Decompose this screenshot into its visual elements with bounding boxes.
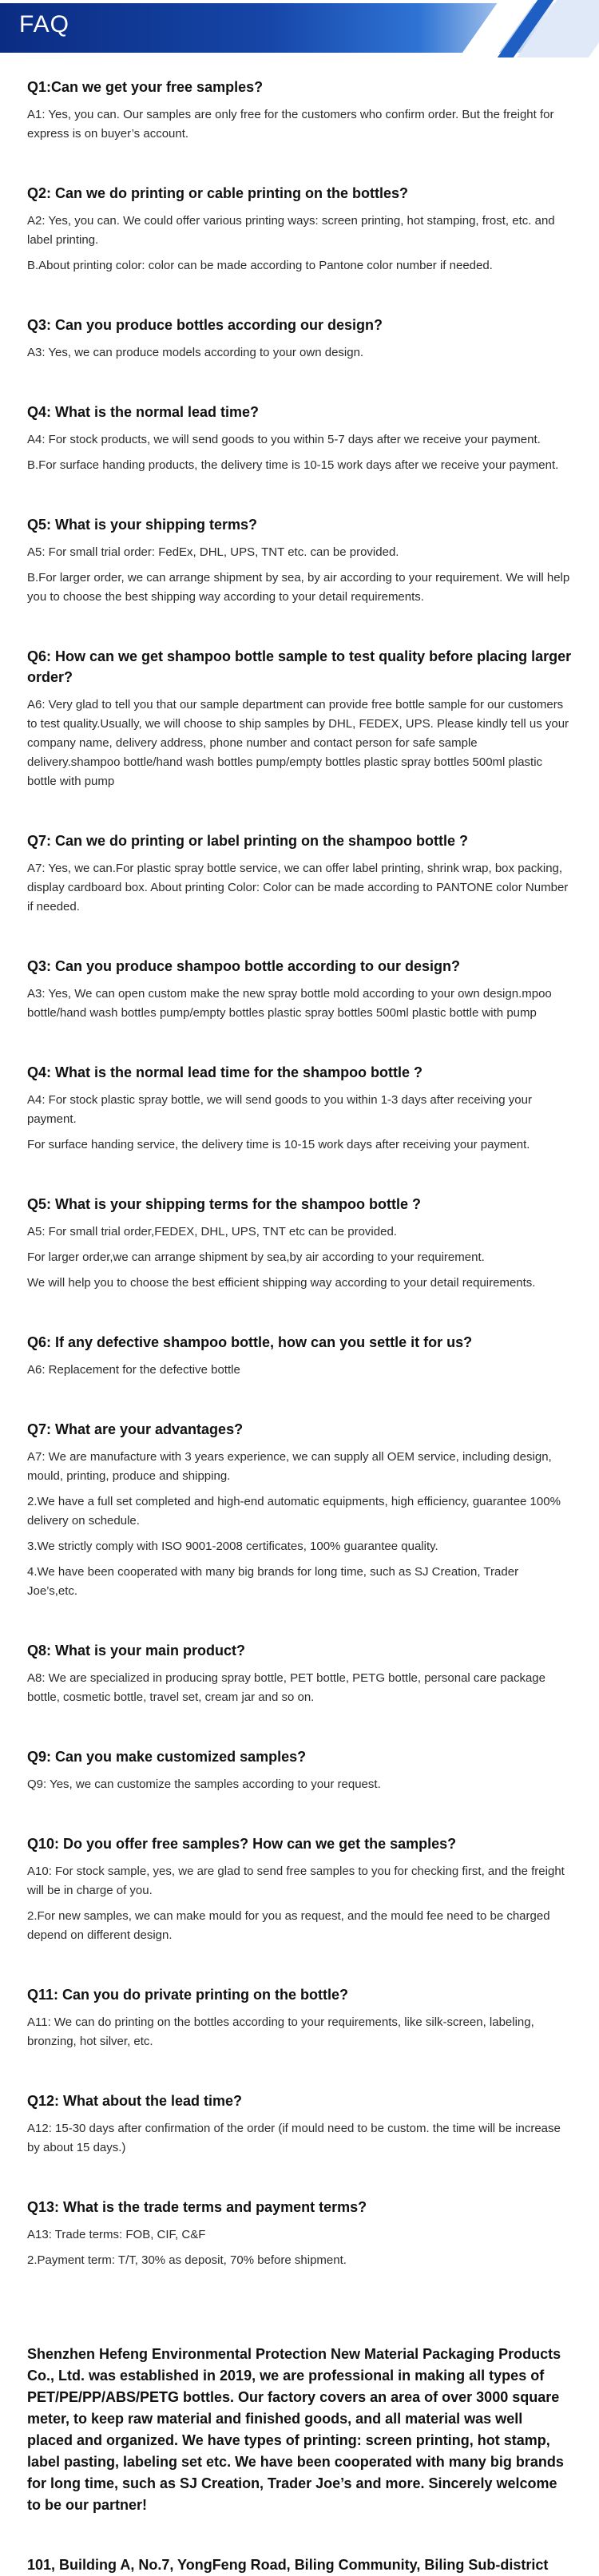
faq-question: Q10: Do you offer free samples? How can we get the samples? <box>27 1836 457 1852</box>
faq-answer: A4: For stock plastic spray bottle, we will send goods to you within 1-3 days after receiving your payment. <box>27 1093 532 1126</box>
faq-answer: Q9: Yes, we can customize the samples according to your request. <box>27 1777 381 1791</box>
faq-question: Q6: If any defective shampoo bottle, how can you settle it for us? <box>27 1334 473 1350</box>
faq-answer: B.For larger order, we can arrange shipment by sea, by air according to your requirement. We will help you to choose the best shipping way according to your detail requirements. <box>27 571 570 604</box>
faq-item <box>27 646 572 791</box>
faq-answer: A3: Yes, We can open custom make the new spray bottle mold according to your own design.mpoo bottle/hand wash bottles pump/empty bottles plastic spray bottles 500ml plastic bottle with pump <box>27 987 552 1020</box>
faq-answer: 2.Payment term: T/T, 30% as deposit, 70% before shipment. <box>27 2253 347 2267</box>
faq-item <box>27 830 572 917</box>
faq-answer: A7: Yes, we can.For plastic spray bottle service, we can offer label printing, shrink wrap, box packing, display cardboard box. About printing Color: Color can be made according to PANTONE color Number if needed. <box>27 862 569 913</box>
faq-item <box>27 1984 572 2051</box>
faq-answer: 2.For new samples, we can make mould for you as request, and the mould fee need to be charged depend on different design. <box>27 1909 550 1942</box>
faq-list <box>0 57 599 2270</box>
faq-question: Q4: What is the normal lead time for the shampoo bottle ? <box>27 1064 423 1080</box>
faq-question: Q13: What is the trade terms and payment terms? <box>27 2199 367 2215</box>
faq-answer: A12: 15-30 days after confirmation of the order (if mould need to be custom. the time will be increase by about 15 days.) <box>27 2122 561 2154</box>
faq-question: Q2: Can we do printing or cable printing on the bottles? <box>27 185 408 201</box>
faq-question: Q6: How can we get shampoo bottle sample to test quality before placing larger order? <box>27 648 572 685</box>
faq-answer: A6: Replacement for the defective bottle <box>27 1363 240 1377</box>
faq-banner <box>0 0 599 57</box>
faq-question: Q7: What are your advantages? <box>27 1421 244 1437</box>
faq-answer: We will help you to choose the best efficient shipping way according to your detail requirements. <box>27 1276 536 1290</box>
company-description: Shenzhen Hefeng Environmental Protection New Material Packaging Products Co., Ltd. was established in 2019, we are professional in making all types of PET/PE/PP/ABS/PETG bottles. Our factory covers an area of over 3000 square meter, to keep raw material and finished goods, and all material was well placed and organized. We have types of printing: screen printing, hot stamp, label pasting, labeling set etc. We have been cooperated with many big brands for long time, such as SJ Creation, Trader Joe’s and more. Sincerely welcome to be our partner! <box>27 2346 564 2513</box>
faq-question: Q5: What is your shipping terms? <box>27 517 258 533</box>
faq-answer: A1: Yes, you can. Our samples are only free for the customers who confirm order. But the freight for express is on buyer’s account. <box>27 108 554 141</box>
faq-answer: A4: For stock products, we will send goods to you within 5-7 days after we receive your payment. <box>27 433 541 446</box>
faq-item <box>27 402 572 475</box>
faq-item <box>27 514 572 607</box>
faq-item <box>27 1746 572 1794</box>
faq-answer: For surface handing service, the delivery time is 10-15 work days after receiving your payment. <box>27 1138 530 1151</box>
faq-answer: A6: Very glad to tell you that our sample department can provide free bottle sample for our customers to test quality.Usually, we will choose to ship samples by DHL, FEDEX, UPS. Please kindly tell us your company name, delivery address, phone number and contact person for safe sample delivery.shampoo bottle/hand wash bottles pump/empty bottles plastic spray bottles 500ml plastic bottle with pump <box>27 698 569 788</box>
company-section <box>0 2344 599 2576</box>
faq-answer: A5: For small trial order: FedEx, DHL, UPS, TNT etc. can be provided. <box>27 545 399 559</box>
faq-answer: A3: Yes, we can produce models according to your own design. <box>27 346 364 359</box>
faq-answer: B.About printing color: color can be made according to Pantone color number if needed. <box>27 259 493 272</box>
faq-item <box>27 1640 572 1707</box>
faq-answer: For larger order,we can arrange shipment by sea,by air according to your requirement. <box>27 1250 485 1264</box>
faq-item <box>27 315 572 363</box>
faq-question: Q7: Can we do printing or label printing on the shampoo bottle ? <box>27 833 468 849</box>
faq-item <box>27 956 572 1023</box>
faq-question: Q12: What about the lead time? <box>27 2093 243 2109</box>
faq-answer: A13: Trade terms: FOB, CIF, C&F <box>27 2228 206 2241</box>
faq-answer: A11: We can do printing on the bottles according to your requirements, like silk-screen, labeling, bronzing, hot silver, etc. <box>27 2015 534 2048</box>
faq-item <box>27 1062 572 1155</box>
faq-answer: A10: For stock sample, yes, we are glad to send free samples to you for checking first, and the freight will be in charge of you. <box>27 1865 565 1897</box>
faq-question: Q3: Can you produce bottles according our design? <box>27 317 383 333</box>
faq-answer: 4.We have been cooperated with many big brands for long time, such as SJ Creation, Trader Joe’s,etc. <box>27 1565 519 1598</box>
faq-item <box>27 1833 572 1945</box>
faq-question: Q9: Can you make customized samples? <box>27 1749 307 1765</box>
faq-question: Q4: What is the normal lead time? <box>27 404 260 420</box>
faq-question: Q8: What is your main product? <box>27 1643 246 1659</box>
faq-item <box>27 2091 572 2158</box>
faq-item <box>27 77 572 144</box>
faq-answer: 3.We strictly comply with ISO 9001-2008 certificates, 100% guarantee quality. <box>27 1540 438 1553</box>
faq-answer: A5: For small trial order,FEDEX, DHL, UPS, TNT etc can be provided. <box>27 1225 397 1238</box>
faq-item <box>27 1332 572 1380</box>
faq-item <box>27 1194 572 1293</box>
faq-question: Q5: What is your shipping terms for the shampoo bottle ? <box>27 1196 422 1212</box>
faq-item <box>27 2197 572 2270</box>
faq-answer: A7: We are manufacture with 3 years experience, we can supply all OEM service, including design, mould, printing, produce and shipping. <box>27 1450 552 1483</box>
faq-answer: A8: We are specialized in producing spray bottle, PET bottle, PETG bottle, personal care package bottle, cosmetic bottle, travel set, cream jar and so on. <box>27 1671 545 1704</box>
faq-answer: B.For surface handing products, the delivery time is 10-15 work days after we receive your payment. <box>27 458 559 472</box>
faq-question: Q11: Can you do private printing on the bottle? <box>27 1987 349 2003</box>
faq-answer: A2: Yes, you can. We could offer various printing ways: screen printing, hot stamping, frost, etc. and label printing. <box>27 214 555 247</box>
faq-answer: 2.We have a full set completed and high-end automatic equipments, high efficiency, guarantee 100% delivery on schedule. <box>27 1495 561 1528</box>
page-title: FAQ <box>19 11 70 38</box>
faq-item <box>27 1419 572 1601</box>
company-address: 101, Building A, No.7, YongFeng Road, Biling Community, Biling Sub-district <box>27 2557 549 2573</box>
faq-question: Q1:Can we get your free samples? <box>27 79 264 95</box>
faq-item <box>27 183 572 275</box>
faq-question: Q3: Can you produce shampoo bottle according to our design? <box>27 958 461 974</box>
